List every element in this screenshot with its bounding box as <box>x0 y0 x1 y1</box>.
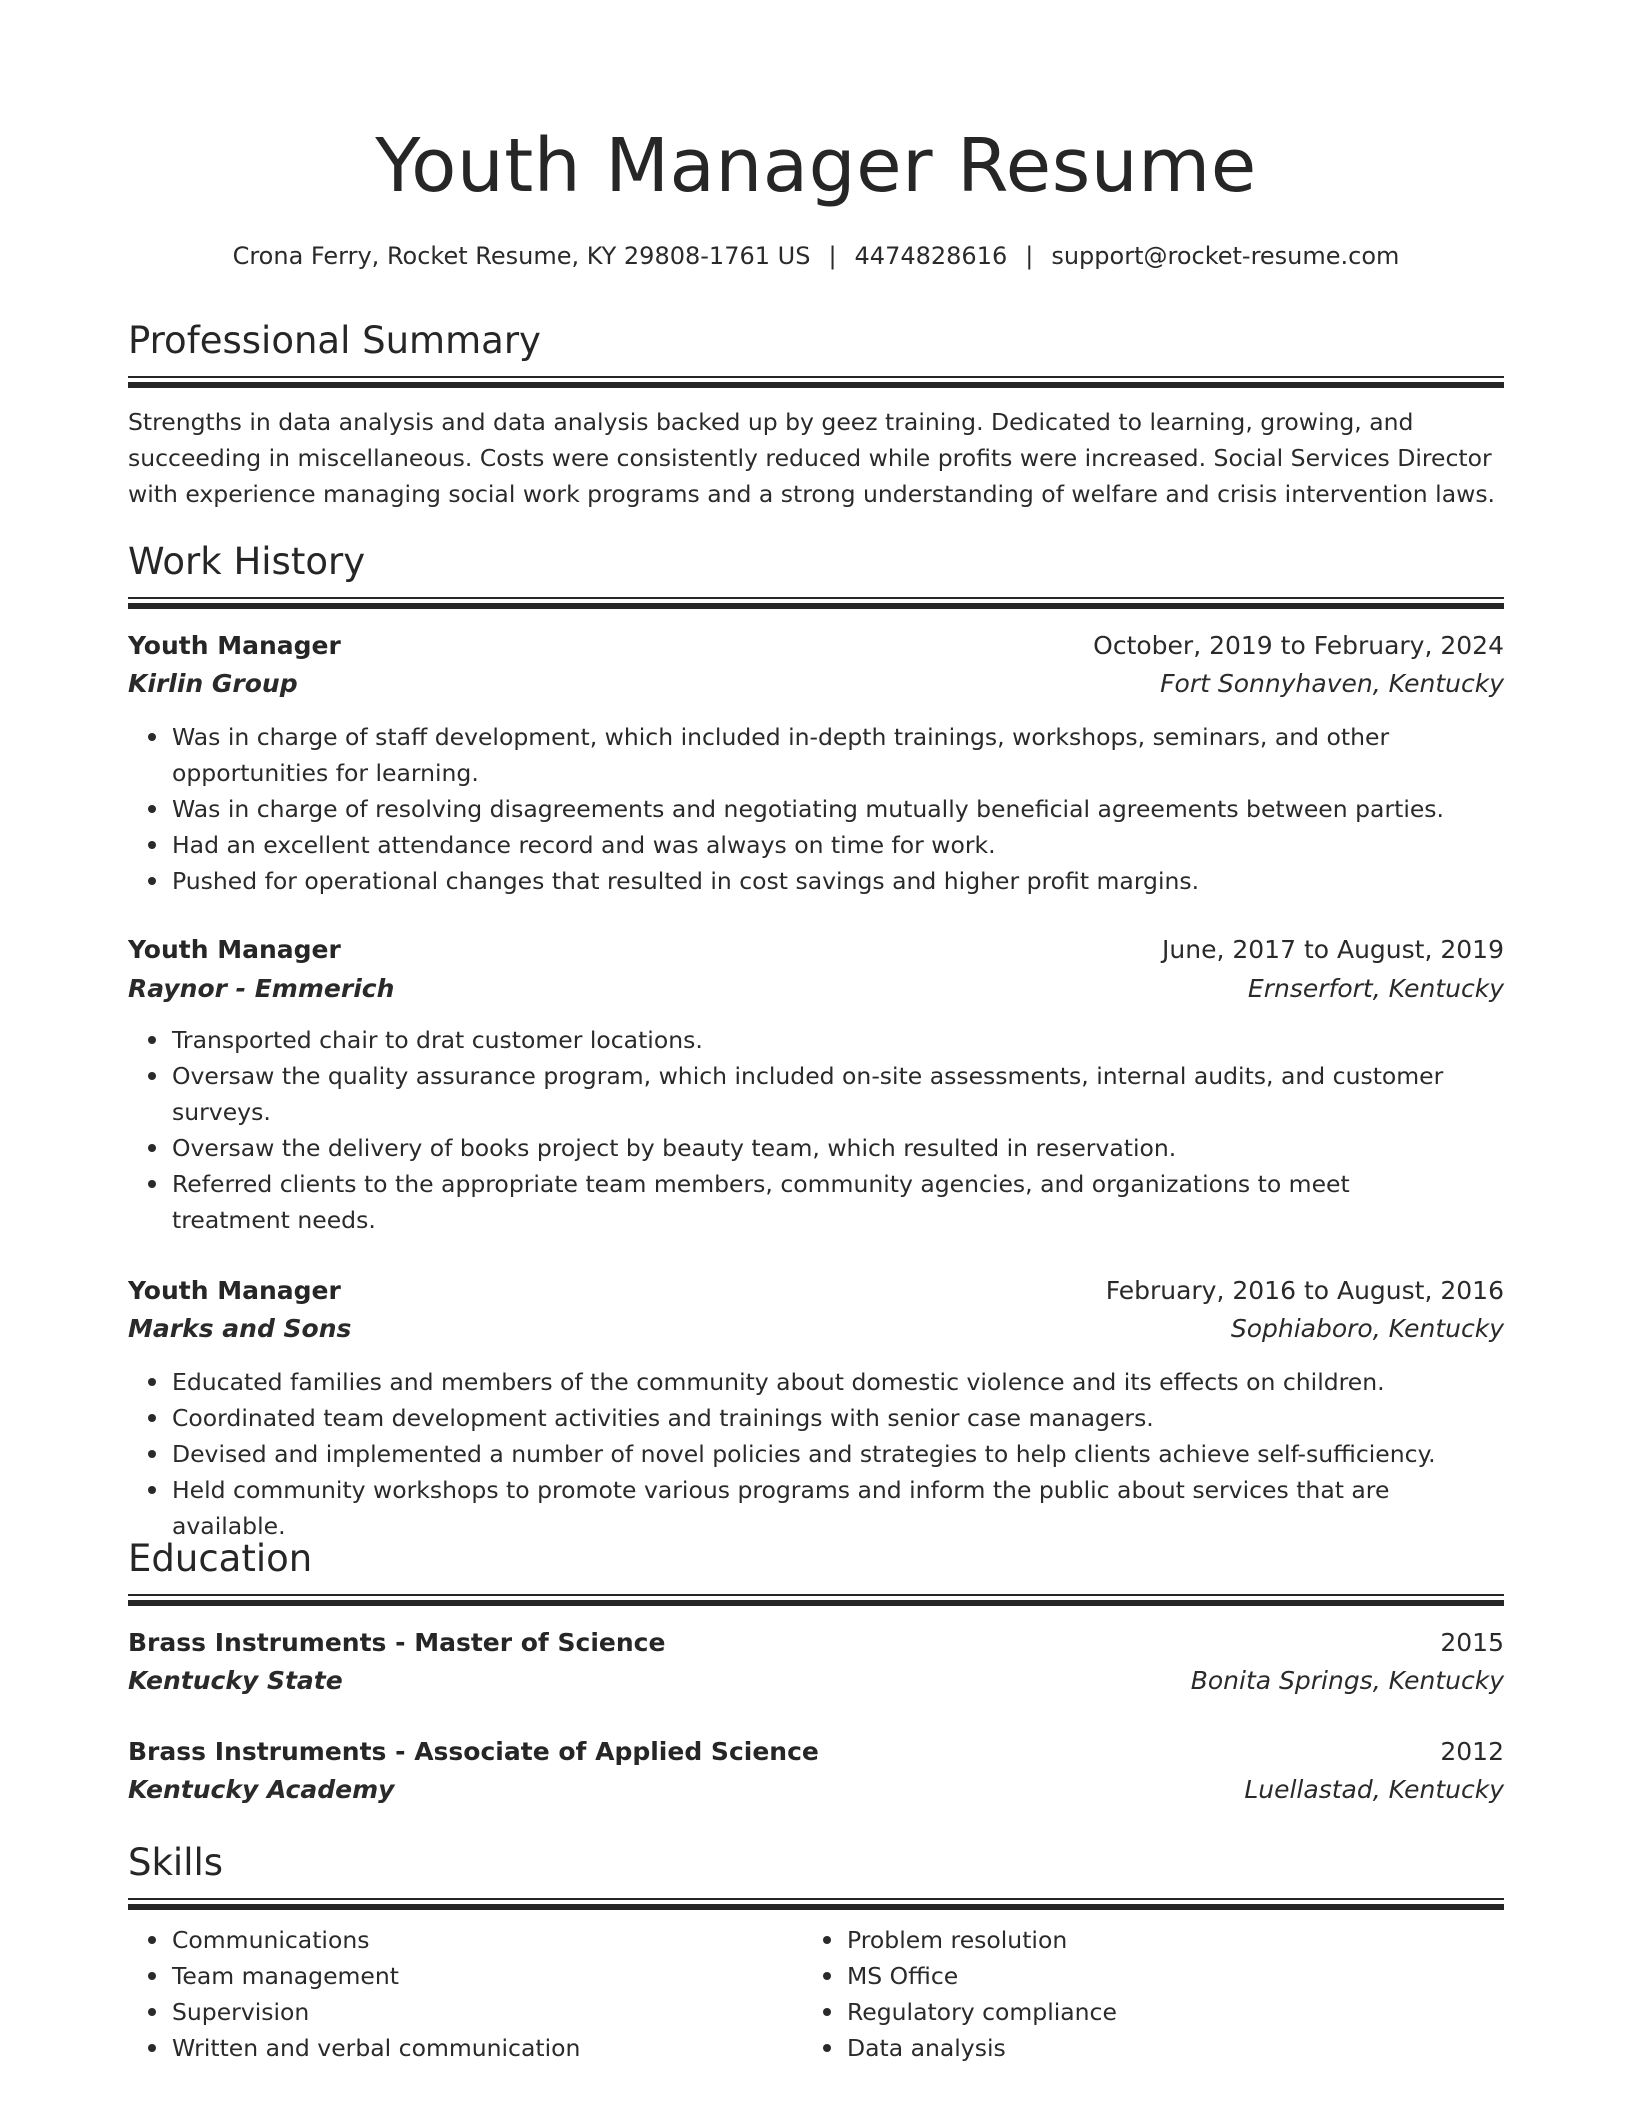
list-item: Oversaw the quality assurance program, which included on-site assessments, internal audits, and customer surveys. <box>172 1058 1504 1130</box>
contact-phone: 4474828616 <box>854 242 1008 270</box>
job-location: Sophiaboro, Kentucky <box>1230 1314 1504 1343</box>
list-item: Educated families and members of the community about domestic violence and its effects on children. <box>172 1364 1504 1400</box>
list-item: Was in charge of staff development, which included in-depth trainings, workshops, seminars, and other opportunities for learning. <box>172 719 1504 791</box>
list-item: Pushed for operational changes that resulted in cost savings and higher profit margins. <box>172 863 1504 899</box>
list-item: Held community workshops to promote various programs and inform the public about services that are available. <box>172 1472 1504 1544</box>
list-item: Referred clients to the appropriate team members, community agencies, and organizations to meet treatment needs. <box>172 1166 1504 1238</box>
section-divider <box>128 1594 1504 1606</box>
work-history-heading: Work History <box>128 540 366 583</box>
education-degree: Brass Instruments - Master of Science <box>128 1628 666 1657</box>
list-item: Transported chair to drat customer locations. <box>172 1022 1504 1058</box>
job-header <box>128 931 1504 969</box>
section-divider <box>128 597 1504 609</box>
job-dates: October, 2019 to February, 2024 <box>1093 631 1504 660</box>
list-item: Oversaw the delivery of books project by beauty team, which resulted in reservation. <box>172 1130 1504 1166</box>
education-year: 2012 <box>1440 1737 1504 1766</box>
job-company: Kirlin Group <box>128 669 298 698</box>
job-bullets <box>128 719 1504 899</box>
job-subheader <box>128 1310 1504 1348</box>
list-item: Coordinated team development activities and trainings with senior case managers. <box>172 1400 1504 1436</box>
job-location: Ernserfort, Kentucky <box>1247 974 1504 1003</box>
job-location: Fort Sonnyhaven, Kentucky <box>1160 669 1504 698</box>
job-title: Youth Manager <box>128 1276 341 1305</box>
job-company: Marks and Sons <box>128 1314 352 1343</box>
resume-title: Youth Manager Resume <box>375 123 1257 209</box>
education-subheader <box>128 1771 1504 1809</box>
job-header <box>128 1272 1504 1310</box>
education-school: Kentucky State <box>128 1666 343 1695</box>
education-school: Kentucky Academy <box>128 1775 395 1804</box>
list-item: Problem resolution <box>847 1922 1463 1958</box>
list-item: Data analysis <box>847 2030 1463 2066</box>
list-item: Written and verbal communication <box>172 2030 788 2066</box>
job-company: Raynor - Emmerich <box>128 974 395 1003</box>
list-item: Had an excellent attendance record and was always on time for work. <box>172 827 1504 863</box>
contact-email: support@rocket-resume.com <box>1051 242 1400 270</box>
contact-separator: | <box>1025 242 1034 270</box>
education-location: Bonita Springs, Kentucky <box>1190 1666 1504 1695</box>
education-header <box>128 1624 1504 1662</box>
job-subheader <box>128 970 1504 1008</box>
list-item: Communications <box>172 1922 788 1958</box>
contact-separator: | <box>828 242 837 270</box>
job-dates: June, 2017 to August, 2019 <box>1162 935 1504 964</box>
list-item: Supervision <box>172 1994 788 2030</box>
list-item: Regulatory compliance <box>847 1994 1463 2030</box>
job-bullets <box>128 1364 1504 1544</box>
job-dates: February, 2016 to August, 2016 <box>1105 1276 1504 1305</box>
job-title: Youth Manager <box>128 631 341 660</box>
list-item: Was in charge of resolving disagreements and negotiating mutually beneficial agreements between parties. <box>172 791 1504 827</box>
list-item: Team management <box>172 1958 788 1994</box>
skills-list-left <box>128 1922 788 2066</box>
education-heading: Education <box>128 1537 313 1580</box>
job-header <box>128 627 1504 665</box>
job-title: Youth Manager <box>128 935 341 964</box>
section-divider <box>128 1898 1504 1910</box>
education-year: 2015 <box>1440 1628 1504 1657</box>
job-bullets <box>128 1022 1504 1238</box>
section-divider <box>128 376 1504 388</box>
list-item: MS Office <box>847 1958 1463 1994</box>
contact-address: Crona Ferry, Rocket Resume, KY 29808-1761 US <box>232 242 811 270</box>
education-header <box>128 1733 1504 1771</box>
job-subheader <box>128 665 1504 703</box>
contact-line <box>128 238 1504 274</box>
skills-heading: Skills <box>128 1841 224 1884</box>
education-location: Luellastad, Kentucky <box>1244 1775 1504 1804</box>
list-item: Devised and implemented a number of novel policies and strategies to help clients achieve self-sufficiency. <box>172 1436 1504 1472</box>
education-subheader <box>128 1662 1504 1700</box>
education-degree: Brass Instruments - Associate of Applied Science <box>128 1737 819 1766</box>
summary-heading: Professional Summary <box>128 319 541 362</box>
summary-text: Strengths in data analysis and data analysis backed up by geez training. Dedicated to learning, growing, and succeeding in miscellaneous. Costs were consistently reduced while profits were increased. Social Services Director with experience managing social work programs and a strong understanding of welfare and crisis intervention laws. <box>128 408 1496 508</box>
skills-list-right <box>803 1922 1463 2066</box>
